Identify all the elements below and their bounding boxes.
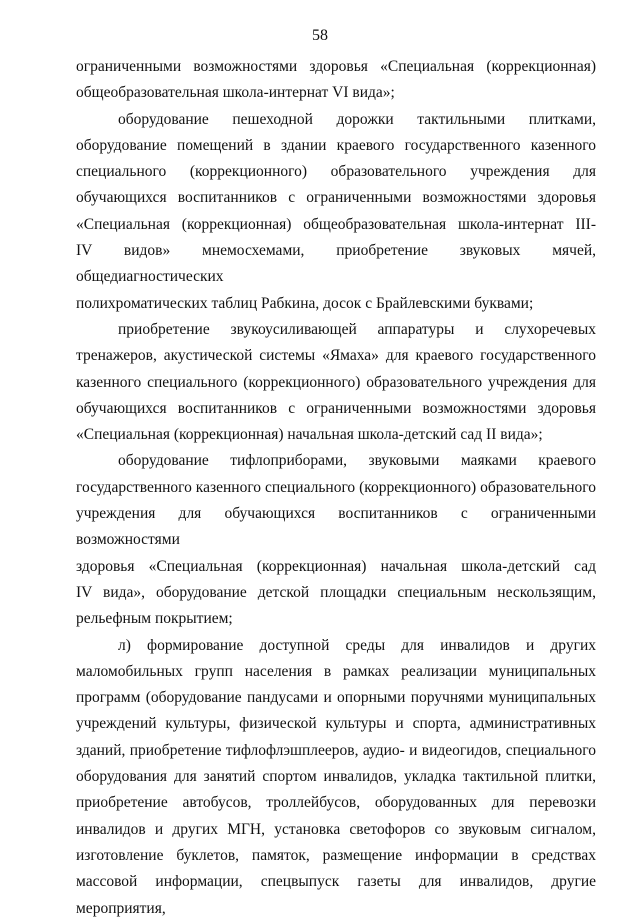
text-line: тренажеров, акустической системы «Ямаха» для краевого государственного [76,347,596,365]
document-body [76,54,596,922]
text-line: государственного казенного специального (коррекционного) образовательного [76,478,596,496]
text-line: учреждений культуры, физической культуры и спорта, административных [76,715,596,733]
text-line: здоровья «Специальная (коррекционная) начальная школа-детский сад [76,557,596,575]
paragraph [76,54,596,107]
text-line: «Специальная (коррекционная) общеобразовательная школа-интернат III- [76,215,596,233]
text-line: специального (коррекционного) образовательного учреждения для [76,163,596,181]
text-line: оборудования для занятий спортом инвалидов, укладка тактильной плитки, [76,768,596,786]
text-line: зданий, приобретение тифлофлэшплееров, аудио- и видеогидов, специального [76,741,596,759]
text-line: казенного специального (коррекционного) образовательного учреждения для [76,373,596,391]
text-line: рельефным покрытием; [76,610,233,628]
text-line: изготовление буклетов, памяток, размещение информации в средствах [76,846,596,864]
paragraph [76,107,596,317]
page-number: 58 [312,27,328,44]
text-line: обучающихся воспитанников с ограниченными возможностями здоровья [76,399,596,417]
text-line: маломобильных групп населения в рамках реализации муниципальных [76,662,596,680]
text-line: оборудование пешеходной дорожки тактильными плитками, [118,110,596,128]
text-line: массовой информации, спецвыпуск газеты для инвалидов, другие мероприятия, [76,873,596,917]
text-line: инвалидов и других МГН, установка светофоров со звуковым сигналом, [76,820,596,838]
text-line: «Специальная (коррекционная) начальная школа-детский сад II вида»; [76,426,543,444]
text-line: оборудование помещений в здании краевого государственного казенного [76,136,596,154]
text-line: общеобразовательная школа-интернат VI вида»; [76,84,395,102]
text-line: приобретение автобусов, троллейбусов, оборудованных для перевозки [76,794,596,812]
text-line: IV вида», оборудование детской площадки специальным нескользящим, [76,583,596,601]
paragraph [76,317,596,448]
text-line: программ (оборудование пандусами и опорными поручнями муниципальных [76,689,596,707]
text-line: оборудование тифлоприборами, звуковыми маяками краевого [118,452,596,470]
text-line: полихроматических таблиц Рабкина, досок с Брайлевскими буквами; [76,294,534,312]
text-line: IV видов» мнемосхемами, приобретение звуковых мячей, общедиагностических [76,242,596,286]
text-line: л) формирование доступной среды для инвалидов и других [118,636,596,654]
text-line: ограниченными возможностями здоровья «Специальная (коррекционная) [76,58,596,75]
paragraph [76,633,596,922]
text-line: обучающихся воспитанников с ограниченными возможностями здоровья [76,189,596,207]
text-line: учреждения для обучающихся воспитанников с ограниченными возможностями [76,505,596,549]
text-line: приобретение звукоусиливающей аппаратуры и слухоречевых [118,320,596,338]
paragraph [76,448,596,632]
